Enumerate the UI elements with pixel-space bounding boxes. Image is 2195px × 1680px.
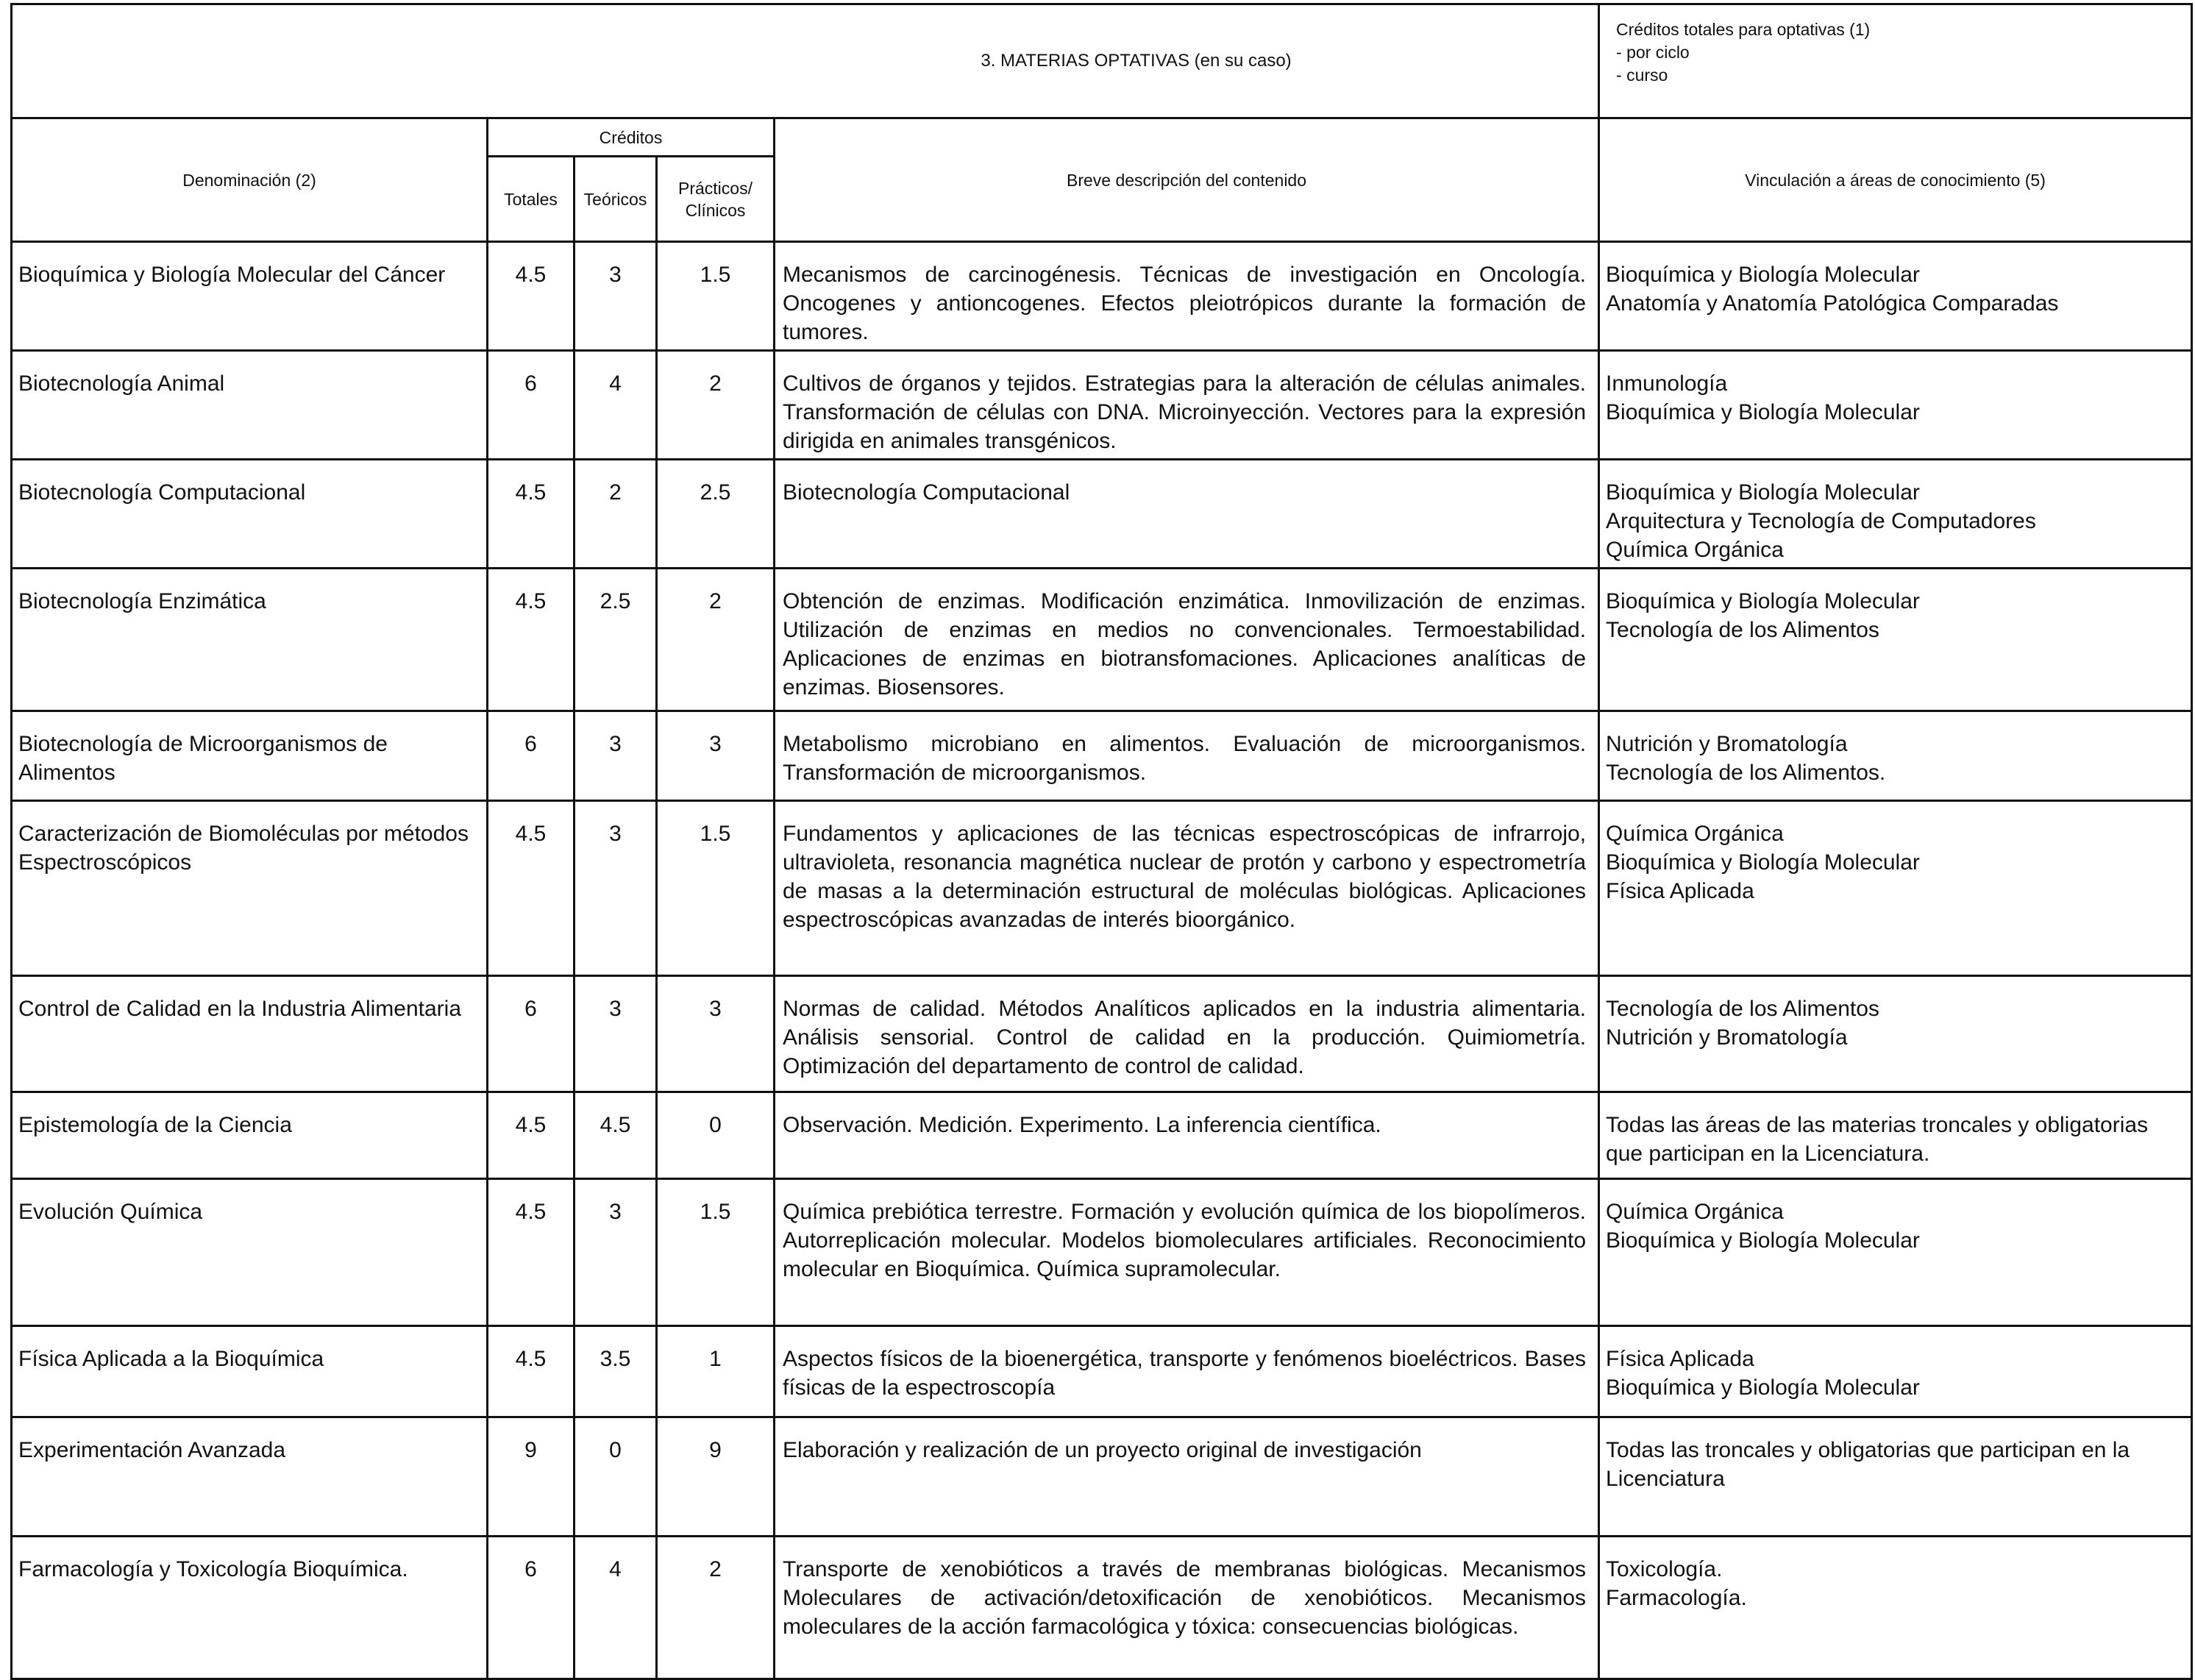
subject-name: Bioquímica y Biología Molecular del Cáncer [12, 242, 488, 351]
document-page [10, 3, 2191, 1680]
subject-name: Biotecnología Enzimática [12, 569, 488, 711]
knowledge-area: Química Orgánica [1606, 538, 1784, 562]
knowledge-area: Física Aplicada [1606, 879, 1754, 903]
credits-totales: 4.5 [488, 569, 574, 711]
credits-totales: 6 [488, 711, 574, 801]
table-row [12, 569, 2192, 711]
credits-practicos: 2 [657, 569, 775, 711]
subject-name: Biotecnología de Microorganismos de Alimentos [12, 711, 488, 801]
knowledge-area: Arquitectura y Tecnología de Computadores [1606, 509, 2036, 533]
knowledge-area: Toxicología. [1606, 1557, 1723, 1581]
knowledge-area: Nutrición y Bromatología [1606, 1025, 1848, 1050]
credits-total-box [1599, 4, 2192, 118]
header-practicos: Prácticos/ Clínicos [657, 157, 775, 242]
header-denominacion: Denominación (2) [12, 118, 488, 242]
credits-total-line: Créditos totales para optativas (1) [1616, 20, 1871, 39]
knowledge-area: Bioquímica y Biología Molecular [1606, 589, 1920, 613]
knowledge-area: Bioquímica y Biología Molecular [1606, 1228, 1920, 1253]
knowledge-area: Anatomía y Anatomía Patológica Comparadas [1606, 291, 2059, 316]
credits-practicos: 2 [657, 351, 775, 460]
knowledge-areas [1599, 242, 2192, 351]
credits-totales: 4.5 [488, 1179, 574, 1326]
table-row [12, 801, 2192, 976]
credits-teoricos: 3 [574, 1179, 657, 1326]
knowledge-areas [1599, 351, 2192, 460]
table-row [12, 460, 2192, 569]
knowledge-area: Todas las troncales y obligatorias que participan en la Licenciatura [1606, 1438, 2130, 1491]
table-row [12, 1326, 2192, 1417]
materias-optativas-table [10, 3, 2193, 1680]
credits-teoricos: 2 [574, 460, 657, 569]
title-row [12, 4, 2192, 118]
content-description: Cultivos de órganos y tejidos. Estrategias para la alteración de células animales. Transformación de células con DNA. Microinyección. Vectores para la expresión dirigida en animales transgénicos. [775, 351, 1599, 460]
subject-name: Biotecnología Animal [12, 351, 488, 460]
credits-teoricos: 4 [574, 1537, 657, 1679]
knowledge-area: Farmacología. [1606, 1586, 1747, 1610]
credits-practicos: 9 [657, 1417, 775, 1537]
knowledge-area: Tecnología de los Alimentos [1606, 997, 1879, 1021]
credits-practicos: 3 [657, 976, 775, 1092]
knowledge-areas [1599, 976, 2192, 1092]
credits-totales: 6 [488, 976, 574, 1092]
knowledge-area: Química Orgánica [1606, 1200, 1784, 1224]
header-row [12, 118, 2192, 157]
credits-practicos: 1 [657, 1326, 775, 1417]
knowledge-area: Física Aplicada [1606, 1347, 1754, 1371]
knowledge-area: Tecnología de los Alimentos. [1606, 761, 1886, 785]
content-description: Transporte de xenobióticos a través de membranas biológicas. Mecanismos Moleculares de activación/detoxificación de xenobióticos. Mecanismos moleculares de la acción farmacológica y tóxica: consecuencias biológicas. [775, 1537, 1599, 1679]
credits-teoricos: 3 [574, 976, 657, 1092]
content-description: Fundamentos y aplicaciones de las técnicas espectroscópicas de infrarrojo, ultravioleta, resonancia magnética nuclear de protón y carbono y espectrometría de masas a la determinación estructural de moléculas biológicas. Aplicaciones espectroscópicas avanzadas de interés bioorgánico. [775, 801, 1599, 976]
table-row [12, 711, 2192, 801]
subject-name: Evolución Química [12, 1179, 488, 1326]
credits-practicos: 1.5 [657, 242, 775, 351]
content-description: Observación. Medición. Experimento. La inferencia científica. [775, 1092, 1599, 1179]
credits-total-line: - por ciclo [1616, 43, 1690, 62]
table-row [12, 1417, 2192, 1537]
credits-total-line: - curso [1616, 65, 1668, 85]
knowledge-areas [1599, 711, 2192, 801]
content-description: Mecanismos de carcinogénesis. Técnicas de investigación en Oncología. Oncogenes y antioncogenes. Efectos pleiotrópicos durante la formación de tumores. [775, 242, 1599, 351]
credits-teoricos: 3 [574, 242, 657, 351]
content-description: Metabolismo microbiano en alimentos. Evaluación de microorganismos. Transformación de microorganismos. [775, 711, 1599, 801]
knowledge-area: Tecnología de los Alimentos [1606, 618, 1879, 642]
header-totales: Totales [488, 157, 574, 242]
credits-totales: 4.5 [488, 242, 574, 351]
credits-totales: 4.5 [488, 1092, 574, 1179]
header-descripcion: Breve descripción del contenido [775, 118, 1599, 242]
header-teoricos: Teóricos [574, 157, 657, 242]
knowledge-area: Nutrición y Bromatología [1606, 732, 1848, 756]
content-description: Obtención de enzimas. Modificación enzimática. Inmovilización de enzimas. Utilización de enzimas en medios no convencionales. Termoestabilidad. Aplicaciones de enzimas en biotransfomaciones. Aplicaciones analíticas de enzimas. Biosensores. [775, 569, 1599, 711]
header-creditos: Créditos [488, 118, 775, 157]
credits-totales: 4.5 [488, 801, 574, 976]
knowledge-areas [1599, 460, 2192, 569]
content-description: Biotecnología Computacional [775, 460, 1599, 569]
section-title: 3. MATERIAS OPTATIVAS (en su caso) [12, 4, 1599, 118]
content-description: Aspectos físicos de la bioenergética, transporte y fenómenos bioeléctricos. Bases físicas de la espectroscopía [775, 1326, 1599, 1417]
knowledge-area: Inmunología [1606, 371, 1728, 396]
credits-totales: 9 [488, 1417, 574, 1537]
subject-name: Farmacología y Toxicología Bioquímica. [12, 1537, 488, 1679]
table-row [12, 351, 2192, 460]
subject-name: Caracterización de Biomoléculas por métodos Espectroscópicos [12, 801, 488, 976]
credits-teoricos: 3.5 [574, 1326, 657, 1417]
knowledge-areas [1599, 1326, 2192, 1417]
knowledge-area: Química Orgánica [1606, 822, 1784, 846]
credits-practicos: 1.5 [657, 801, 775, 976]
credits-teoricos: 3 [574, 711, 657, 801]
credits-teoricos: 4 [574, 351, 657, 460]
knowledge-areas [1599, 1179, 2192, 1326]
header-vinculacion: Vinculación a áreas de conocimiento (5) [1599, 118, 2192, 242]
knowledge-area: Bioquímica y Biología Molecular [1606, 400, 1920, 424]
content-description: Normas de calidad. Métodos Analíticos aplicados en la industria alimentaria. Análisis sensorial. Control de calidad en la producción. Quimiometría. Optimización del departamento de control de calidad. [775, 976, 1599, 1092]
subject-name: Física Aplicada a la Bioquímica [12, 1326, 488, 1417]
credits-teoricos: 2.5 [574, 569, 657, 711]
content-description: Elaboración y realización de un proyecto original de investigación [775, 1417, 1599, 1537]
knowledge-areas [1599, 801, 2192, 976]
credits-practicos: 1.5 [657, 1179, 775, 1326]
credits-practicos: 0 [657, 1092, 775, 1179]
credits-totales: 4.5 [488, 460, 574, 569]
knowledge-areas [1599, 569, 2192, 711]
credits-totales: 6 [488, 351, 574, 460]
table-row [12, 1179, 2192, 1326]
knowledge-area: Todas las áreas de las materias troncales y obligatorias que participan en la Licenciatura. [1606, 1113, 2149, 1166]
credits-totales: 4.5 [488, 1326, 574, 1417]
knowledge-areas [1599, 1537, 2192, 1679]
table-row [12, 1537, 2192, 1679]
credits-practicos: 3 [657, 711, 775, 801]
knowledge-area: Bioquímica y Biología Molecular [1606, 1375, 1920, 1400]
credits-practicos: 2 [657, 1537, 775, 1679]
knowledge-area: Bioquímica y Biología Molecular [1606, 263, 1920, 287]
knowledge-areas [1599, 1417, 2192, 1537]
table-row [12, 1092, 2192, 1179]
credits-teoricos: 4.5 [574, 1092, 657, 1179]
knowledge-areas [1599, 1092, 2192, 1179]
table-row [12, 976, 2192, 1092]
subject-name: Epistemología de la Ciencia [12, 1092, 488, 1179]
credits-teoricos: 0 [574, 1417, 657, 1537]
table-row [12, 242, 2192, 351]
content-description: Química prebiótica terrestre. Formación y evolución química de los biopolímeros. Autorreplicación molecular. Modelos biomoleculares artificiales. Reconocimiento molecular en Bioquímica. Química supramolecular. [775, 1179, 1599, 1326]
knowledge-area: Bioquímica y Biología Molecular [1606, 480, 1920, 505]
credits-practicos: 2.5 [657, 460, 775, 569]
credits-teoricos: 3 [574, 801, 657, 976]
credits-totales: 6 [488, 1537, 574, 1679]
subject-name: Biotecnología Computacional [12, 460, 488, 569]
subject-name: Experimentación Avanzada [12, 1417, 488, 1537]
knowledge-area: Bioquímica y Biología Molecular [1606, 850, 1920, 875]
subject-name: Control de Calidad en la Industria Alimentaria [12, 976, 488, 1092]
